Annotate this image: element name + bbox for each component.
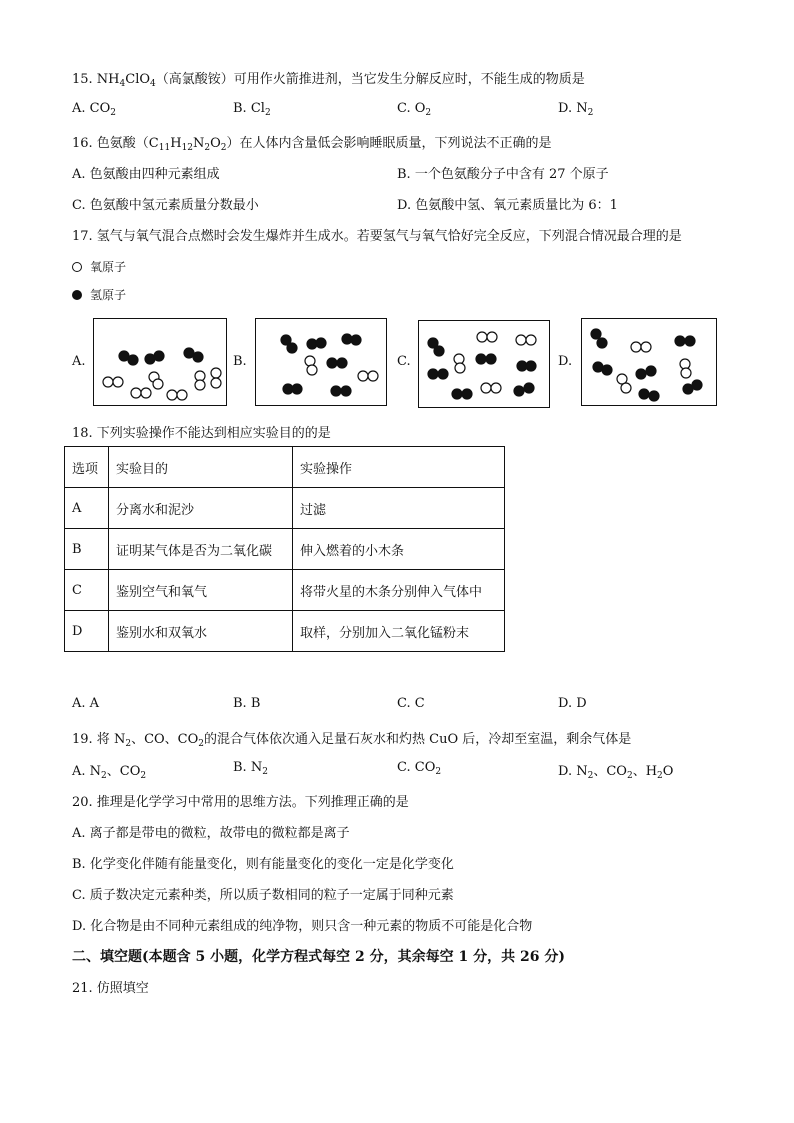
table-header-cell: 选项 — [65, 447, 109, 488]
q20-option-a: A. 离子都是带电的微粒，故带电的微粒都是离子 — [72, 826, 350, 841]
molecule-panel-c — [418, 320, 550, 408]
legend-oxygen: 氧原子 — [72, 258, 126, 275]
table-cell: D — [65, 611, 109, 652]
table-header-cell: 实验操作 — [293, 447, 505, 488]
panel-label-a: A. — [72, 354, 86, 369]
hydrogen-atom-icon — [72, 290, 82, 300]
panel-label-d: D. — [558, 354, 573, 369]
q20-option-b: B. 化学变化伴随有能量变化，则有能量变化的变化一定是化学变化 — [72, 857, 454, 872]
q16-option-c: C. 色氨酸中氢元素质量分数最小 — [72, 198, 259, 213]
table-cell: 鉴别水和双氧水 — [109, 611, 293, 652]
table-cell: B — [65, 529, 109, 570]
table-cell: 鉴别空气和氧气 — [109, 570, 293, 611]
table-row — [65, 570, 505, 611]
q19-option-b: B. $N_2$ — [233, 760, 268, 777]
table-header-row — [65, 447, 505, 488]
panel-label-c: C. — [397, 354, 411, 369]
table-cell: 伸入燃着的小木条 — [293, 529, 505, 570]
table-row — [65, 488, 505, 529]
table-row — [65, 611, 505, 652]
molecule-diagram-c — [419, 321, 551, 409]
q21-stem: 21. 仿照填空 — [72, 981, 149, 996]
q17-stem: 17. 氢气与氧气混合点燃时会发生爆炸并生成水。若要氢气与氧气恰好完全反应，下列混合情况最合理的是 — [72, 229, 682, 244]
q15-option-a: A. $CO_2$ — [72, 101, 116, 118]
q18-option-b: B. B — [233, 696, 261, 711]
table-cell: 取样，分别加入二氧化锰粉末 — [293, 611, 505, 652]
q16-option-a: A. 色氨酸由四种元素组成 — [72, 167, 220, 182]
q19-option-d: D. $N_2$、$CO_2$、$H_2O$ — [558, 764, 674, 781]
molecule-diagram-a — [94, 319, 228, 407]
q20-stem: 20. 推理是化学学习中常用的思维方法。下列推理正确的是 — [72, 795, 409, 810]
molecule-diagram-b — [256, 319, 388, 407]
oxygen-atom-icon — [72, 262, 82, 272]
molecule-panel-a — [93, 318, 227, 406]
q16-option-d: D. 色氨酸中氢、氧元素质量比为 6：1 — [397, 198, 618, 213]
q18-option-a: A. A — [72, 696, 100, 711]
q15-option-b: B. $Cl_2$ — [233, 101, 271, 118]
table-header-cell: 实验目的 — [109, 447, 293, 488]
q18-option-c: C. C — [397, 696, 425, 711]
q15-stem: 15. $NH_4ClO_4$（高氯酸铵）可用作火箭推进剂，当它发生分解反应时，不能生成的物质是 — [72, 72, 585, 89]
q19-stem: 19. 将 $N_2$、CO、$CO_2$的混合气体依次通入足量石灰水和灼热 CuO 后，冷却至室温，剩余气体是 — [72, 732, 632, 749]
q19-option-c: C. $CO_2$ — [397, 760, 442, 777]
q19-option-a: A. $N_2$、$CO_2$ — [72, 764, 147, 781]
q20-option-c: C. 质子数决定元素种类，所以质子数相同的粒子一定属于同种元素 — [72, 888, 454, 903]
molecule-panel-d — [581, 318, 717, 406]
table-cell: C — [65, 570, 109, 611]
legend-hydrogen: 氢原子 — [72, 286, 126, 303]
q15-option-d: D. $N_2$ — [558, 101, 594, 118]
q18-stem: 18. 下列实验操作不能达到相应实验目的的是 — [72, 426, 331, 441]
q18-option-d: D. D — [558, 696, 587, 711]
table-cell: 分离水和泥沙 — [109, 488, 293, 529]
section-heading: 二、填空题(本题含 5 小题，化学方程式每空 2 分，其余每空 1 分，共 26 分) — [72, 949, 565, 965]
table-cell: A — [65, 488, 109, 529]
table-cell: 证明某气体是否为二氧化碳 — [109, 529, 293, 570]
q20-option-d: D. 化合物是由不同种元素组成的纯净物，则只含一种元素的物质不可能是化合物 — [72, 919, 533, 934]
table-cell: 将带火星的木条分别伸入气体中 — [293, 570, 505, 611]
molecule-diagram-d — [582, 319, 718, 407]
table-cell: 过滤 — [293, 488, 505, 529]
q15-option-c: C. $O_2$ — [397, 101, 432, 118]
q16-stem: 16. 色氨酸$(C_{11}H_{12}N_2O_2)$在人体内含量低会影响睡眠质量，下列说法不正确的是 — [72, 136, 552, 153]
table-row — [65, 529, 505, 570]
q16-option-b: B. 一个色氨酸分子中含有 27 个原子 — [397, 167, 609, 182]
molecule-panel-b — [255, 318, 387, 406]
experiment-table — [64, 446, 505, 652]
panel-label-b: B. — [233, 354, 247, 369]
